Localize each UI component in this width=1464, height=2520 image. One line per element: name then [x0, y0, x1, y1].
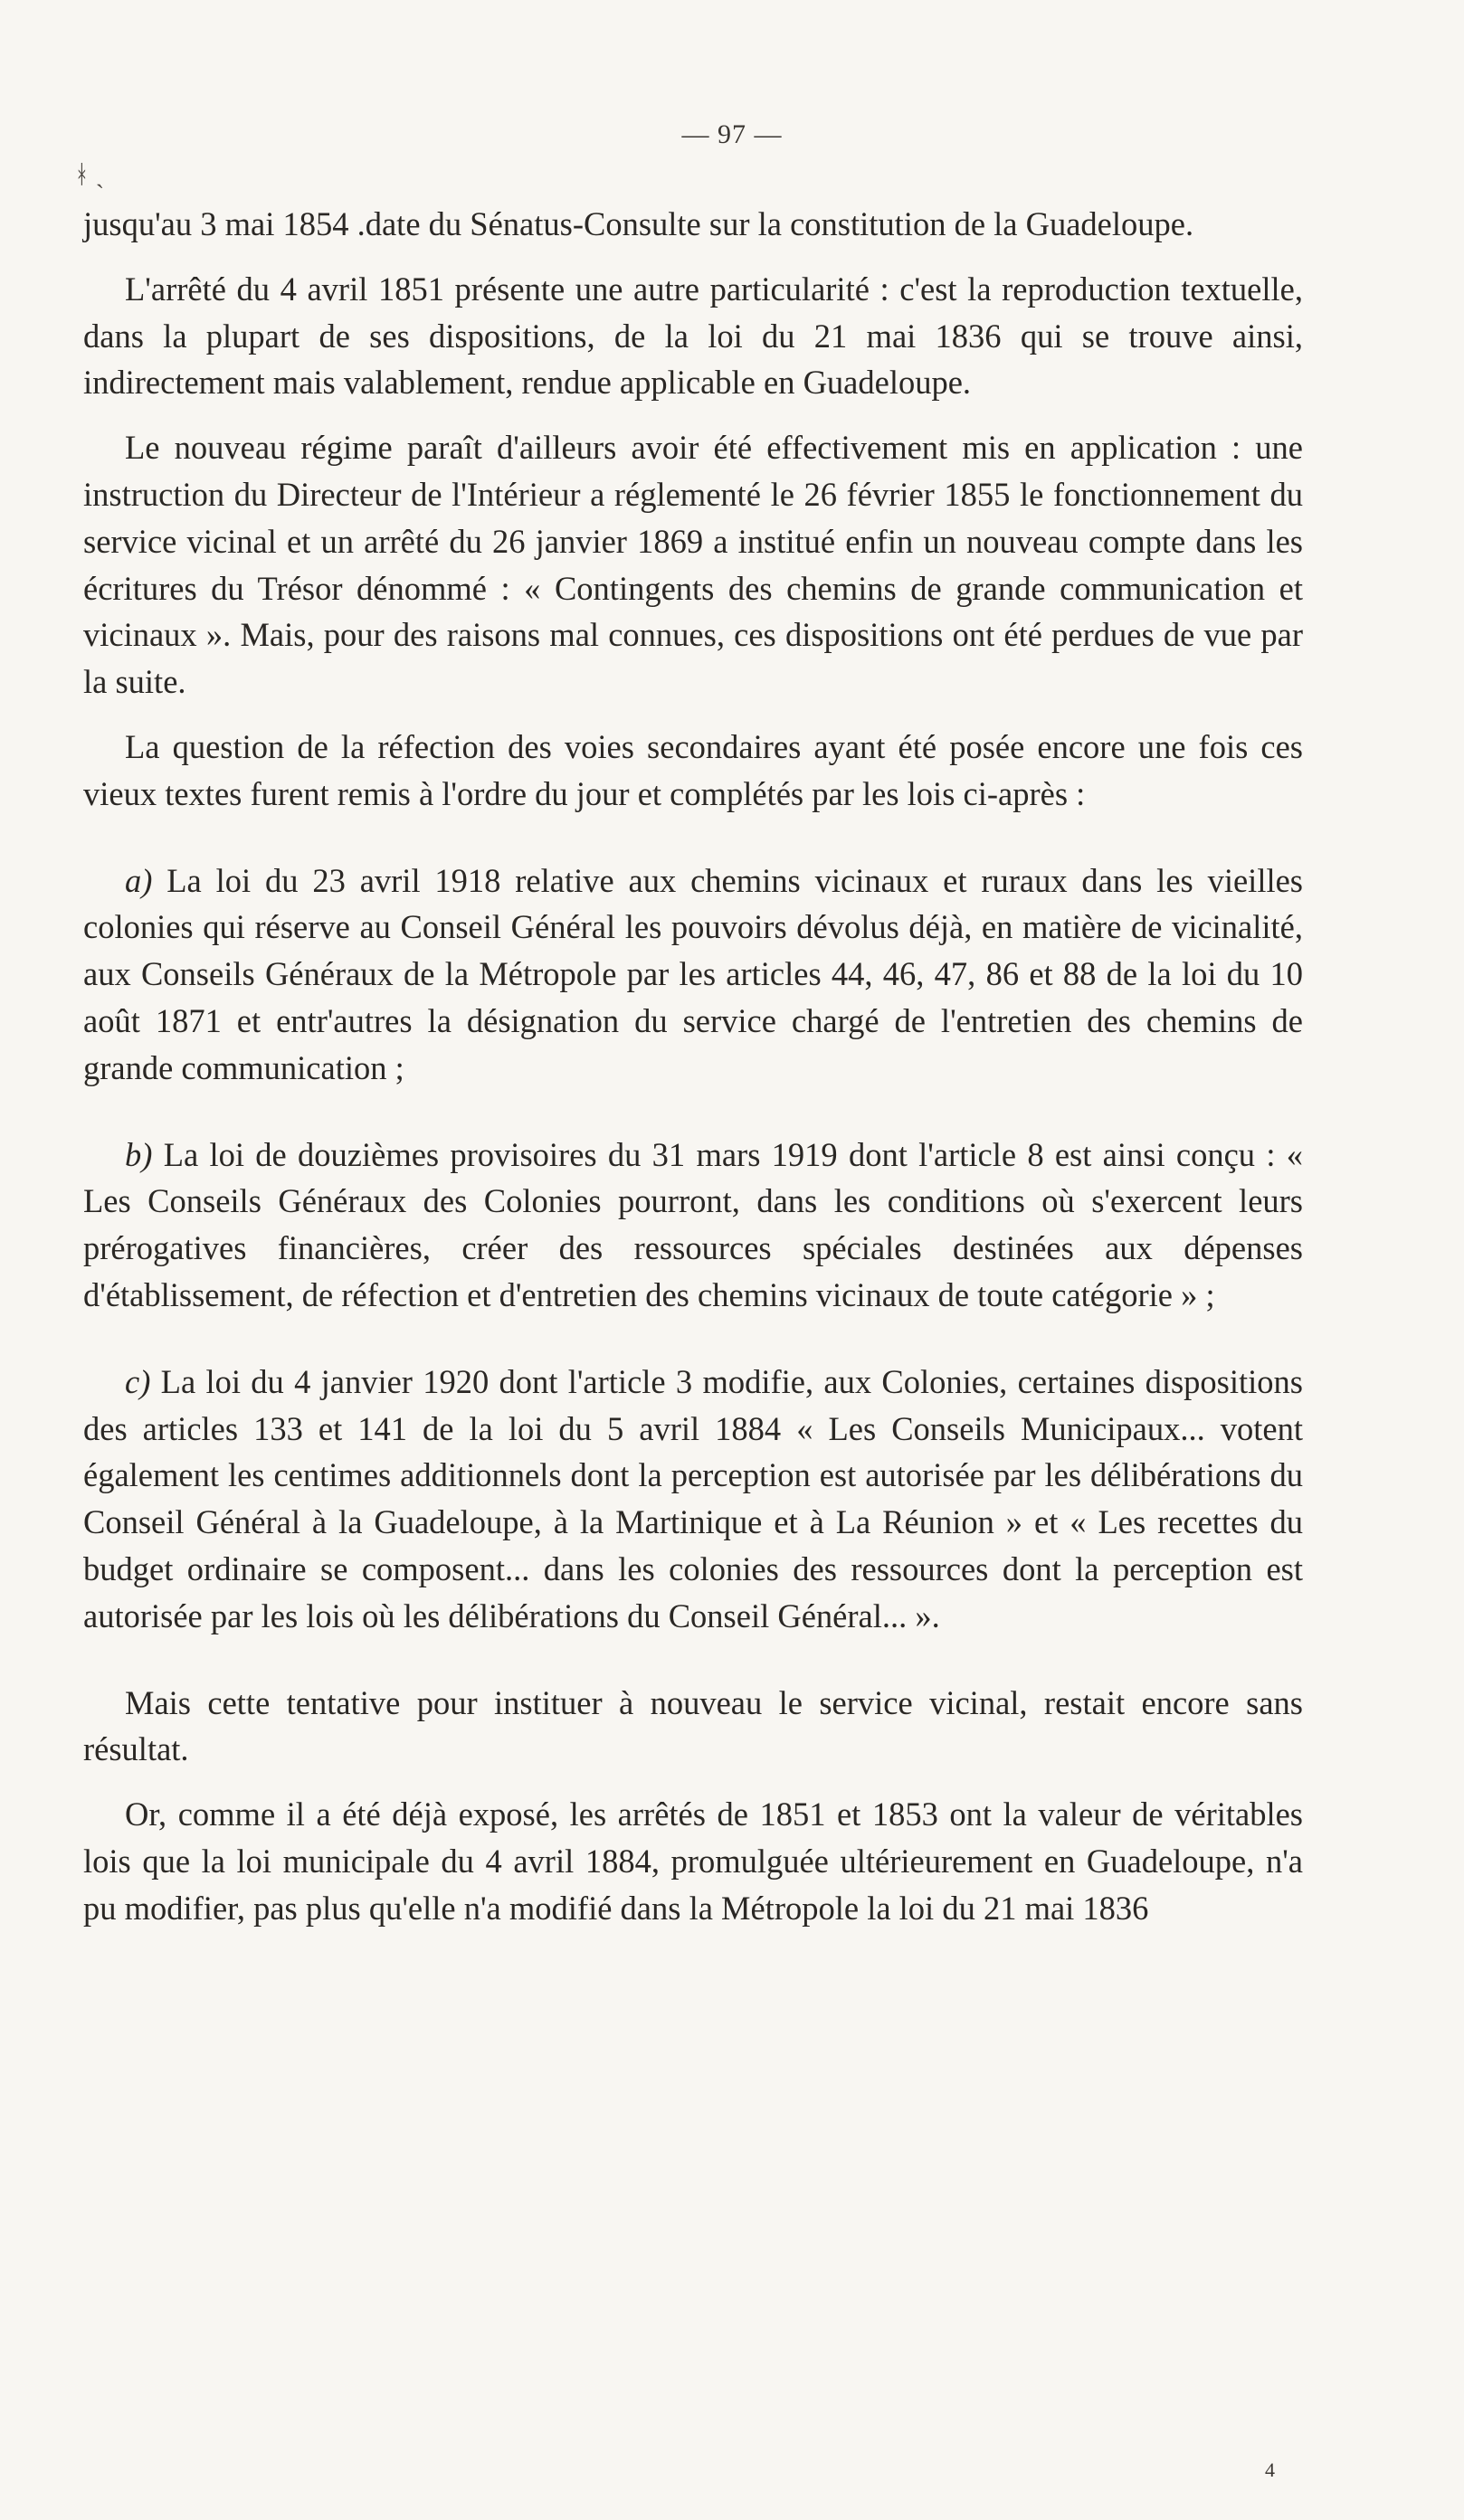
paragraph-tentative: Mais cette tentative pour instituer à nouveau le service vicinal, restait encore sans résultat. [83, 1683, 1303, 1768]
list-item-c-text: La loi du 4 janvier 1920 dont l'article 3 modifie, aux Colonies, certaines dispositions des articles 133 et 141 de la loi du 5 avril 1884 « Les Conseils Municipaux... votent également les centimes additionnels dont la perception est autorisée par les délibérations du Conseil Général à la Guadeloupe, à la Martinique et à La Réunion » et « Les recettes du budget ordinaire se composent... dans les colonies des ressources dont la perception est autorisée par les lois où les délibérations du Conseil Général... ». [83, 1362, 1304, 1634]
paragraph-arretes-1851-1853: Or, comme il a été déjà exposé, les arrêtés de 1851 et 1853 ont la valeur de véritables lois que la loi municipale du 4 avril 1884, promulguée ultérieurement en Guadeloupe, n'a pu modifier, pas plus qu'elle n'a modifié dans la Métropole la loi du 21 mai 1836 [83, 1795, 1303, 1927]
list-item-a-label: a) [125, 861, 153, 899]
list-item-b-label: b) [125, 1135, 153, 1173]
page-number: — 97 — [681, 119, 783, 149]
paragraph-arrete-1851: L'arrêté du 4 avril 1851 présente une autre particularité : c'est la reproduction textuelle, dans la plupart de ses dispositions, de la loi du 21 mai 1836 qui se trouve ainsi, indirectement mais valablement, rendue applicable en Guadeloupe. [83, 270, 1303, 402]
list-item-b [83, 1132, 1303, 1319]
list-item-c [83, 1359, 1303, 1640]
paragraph-nouveau-regime: Le nouveau régime paraît d'ailleurs avoir été effectivement mis en application : une instruction du Directeur de l'Intérieur a réglementé le 26 février 1855 le fonctionnement du service vicinal et un arrêté du 26 janvier 1869 a institué enfin un nouveau compte dans les écritures du Trésor dénommé : « Contingents des chemins de grande communication et vicinaux ». Mais, pour des raisons mal connues, ces dispositions ont été perdues de vue par la suite. [83, 429, 1303, 701]
list-item-a-text: La loi du 23 avril 1918 relative aux chemins vicinaux et ruraux dans les vieilles colonies qui réserve au Conseil Général les pouvoirs dévolus déjà, en matière de vicinalité, aux Conseils Généraux de la Métropole par les articles 44, 46, 47, 86 et 88 de la loi du 10 août 1871 et entr'autres la désignation du service chargé de l'entretien des chemins de grande communication ; [83, 861, 1303, 1086]
signature-mark: 4 [1265, 2458, 1275, 2481]
paragraph-continuation: jusqu'au 3 mai 1854 .date du Sénatus-Consulte sur la constitution de la Guadeloupe. [83, 205, 1194, 242]
corner-mark: ᚼ ˎ [74, 161, 105, 189]
body-text [83, 201, 1303, 1950]
list-item-c-label: c) [125, 1362, 151, 1400]
list-item-b-text: La loi de douzièmes provisoires du 31 mars 1919 dont l'article 8 est ainsi conçu : « Les Conseils Généraux des Colonies pourront, dans les conditions où s'exercent leurs prérogatives financières, créer des ressources spéciales destinées aux dépenses d'établissement, de réfection et d'entretien des chemins vicinaux de toute catégorie » ; [83, 1135, 1304, 1313]
list-item-a [83, 857, 1303, 1092]
paragraph-question-refection: La question de la réfection des voies secondaires ayant été posée encore une fois ces vieux textes furent remis à l'ordre du jour et complétés par les lois ci-après : [83, 727, 1303, 812]
